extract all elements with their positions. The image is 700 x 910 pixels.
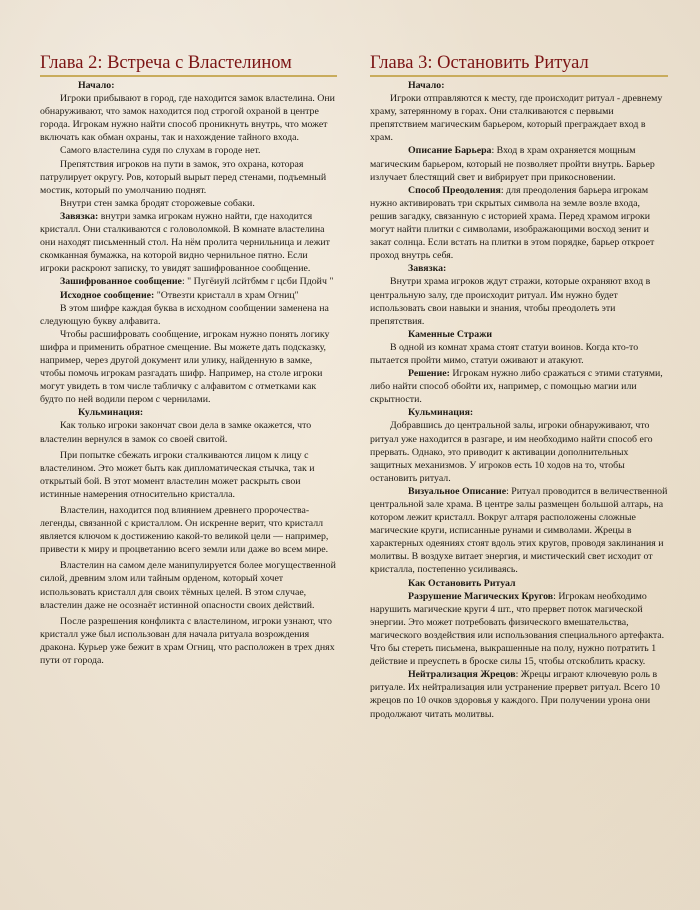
paragraph: В одной из комнат храма стоят статуи воинов. Когда кто-то пытается пройти мимо, статуи оживают и атакуют.	[370, 341, 639, 366]
start-heading: Начало:	[408, 80, 445, 91]
guards-heading: Каменные Стражи	[408, 328, 493, 340]
paragraph: При попытке сбежать игроки сталкиваются лицом к лицу с властелином. Это может быть как дипломатическая стычка, так и открытый бой. В этот момент властелин может раскрыть свои истинные намерения относительно кристалла.	[40, 449, 315, 500]
solution-text: Игрокам нужно либо сражаться с этими статуями, либо найти способ обойти их, например, с помощью магии или скрытности.	[370, 368, 663, 406]
paragraph: Препятствия игроков на пути в замок, это охрана, которая патрулирует округу. Ров, который вырыт перед стенами, подъемный мостик, который по умолчанию поднят.	[40, 158, 327, 196]
right-column	[370, 52, 668, 721]
barrier-paragraph	[370, 144, 668, 183]
stop-ritual-heading: Как Остановить Ритуал	[408, 577, 516, 589]
climax-heading: Кульминация:	[408, 407, 474, 419]
paragraph: Добравшись до центральной залы, игроки обнаруживают, что ритуал уже находится в разгаре, и им необходимо найти способ его прервать. Однако, это приводит к активации дополнительных защитных механизмов. У игроков есть 10 ходов на то, чтобы остановить ритуал.	[370, 420, 653, 484]
paragraph: Игроки прибывают в город, где находится замок властелина. Они обнаруживают, что замок находится под строгой охраной в центре города. Игрокам нужно найти способ проникнуть внутрь, что может включать как обман охраны, так и нахождение тайного входа.	[40, 93, 335, 144]
method-label: Способ Преодоления	[408, 184, 501, 196]
tie-heading: Завязка:	[408, 263, 447, 275]
priests-text: : Жрецы играют ключевую роль в ритуале. Их нейтрализация или устранение прервет ритуал. Всего 10 жрецов по 10 очков здоровья у каждого. При получении урона они продолжают читать молитвы.	[370, 669, 660, 720]
chapter-2-body	[40, 79, 337, 667]
tie-text: внутри замка игрокам нужно найти, где находится кристалл. Они сталкиваются с головоломкой. В комнате властелина они находят письменный стол. На нём пролита чернильница и лежит скомканная бумажка, на которой видно чернильное пятно. Если игроки раскроют записку, то увидят зашифрованное сообщение.	[40, 210, 330, 275]
cipher-label: Зашифрованное сообщение	[60, 276, 182, 288]
left-column	[40, 52, 337, 667]
original-message-text: "Отвезти кристалл в храм Огниц"	[156, 289, 299, 301]
cipher-paragraph	[40, 275, 337, 288]
visual-text: : Ритуал проводится в величественной центральной зале храма. В центре залы размещен большой алтарь, на котором лежит кристалл. Вокруг алтаря расположены сложные магические круги, исписанные рунами и символами. Жрецы в характерных одеяниях стоят вдоль этих кругов, проводя заклинания и молитвы. В воздухе витает энергия, и мистический свет исходит от кристалла, постепенно усиливаясь.	[370, 485, 668, 576]
priests-label: Нейтрализация Жрецов	[408, 669, 516, 681]
tie-paragraph	[40, 210, 337, 275]
solution-label: Решение:	[408, 368, 450, 380]
method-paragraph	[370, 184, 668, 263]
visual-paragraph	[370, 485, 668, 577]
original-message-paragraph	[40, 289, 337, 302]
paragraph: Внутри храма игроков ждут стражи, которые охраняют вход в центральную залу, где происходит ритуал. Им нужно будет использовать свои навыки и знания, чтобы преодолеть эти препятствия.	[370, 276, 651, 327]
paragraph: Игроки отправляются к месту, где происходит ритуал - древнему храму, затерянному в горах. Они сталкиваются с первыми препятствием магическим барьером, который преграждает вход в храм.	[370, 93, 663, 144]
circles-text: : Игрокам необходимо нарушить магические круги 4 шт., что прервет поток магической энергии. Это может потребовать физического вмешательства, магического воздействия или использования специального артефакта. Что бы стереть письмена, выкрашенные на полу, нужно потратить 1 действие и преуспеть в броске силы 15, чтобы отскоблить краску.	[370, 590, 665, 668]
original-message-label: Исходное сообщение:	[60, 289, 157, 301]
paragraph: Чтобы расшифровать сообщение, игрокам нужно понять логику шифра и применить обратное смещение. Вы можете дать подсказку, например, через другой документ или улику, найденную в замке, чтобы помочь игрокам разгадать шифр. Например, на столе игроки могут увидеть в том числе табличку с алфавитом с отметками как будто по ней водили пером с чернилами.	[40, 328, 330, 406]
paragraph: Самого властелина судя по слухам в городе нет.	[60, 145, 261, 157]
paragraph: В этом шифре каждая буква в исходном сообщении заменена на следующую букву алфавита.	[40, 302, 329, 327]
circles-paragraph	[370, 590, 668, 669]
start-heading: Начало:	[78, 80, 115, 91]
paragraph: Властелин, находится под влиянием древнего пророчества-легенды, связанной с кристаллом. Он искренне верит, что кристалл является ключом к достижению какой-то великой цели — например, привести к миру и процветанию всего земли или даже во всем мире.	[40, 505, 329, 556]
chapter-3-title: Глава 3: Остановить Ритуал	[370, 52, 668, 77]
chapter-3-body	[370, 79, 668, 721]
cipher-text: : " Пугёиуй лсйтбмм г цсби Пдойч "	[181, 276, 334, 288]
circles-label: Разрушение Магических Кругов	[408, 590, 554, 602]
tie-label: Завязка:	[60, 210, 99, 222]
paragraph: Внутри стен замка бродят сторожевые собаки.	[60, 197, 255, 209]
solution-paragraph	[370, 367, 668, 406]
paragraph: Как только игроки закончат свои дела в замке окажется, что властелин вернулся в замок со своей свитой.	[40, 420, 312, 445]
chapter-2-title: Глава 2: Встреча с Властелином	[40, 52, 337, 77]
method-text: : для преодоления барьера игрокам нужно активировать три скрытых символа на земле возле входа, решив загадку, связанную с историей храма. Перед храмом игроки могут найти плитки с символами, изображающими восход зенит и закат солнца. Если встать на плитки в этом порядке, барьер откроет проход внутрь себя.	[370, 184, 655, 262]
climax-heading: Кульминация:	[78, 407, 144, 419]
paragraph: Властелин на самом деле манипулируется более могущественной силой, древним злом или тайным орденом, который хочет использовать кристалл для своих тёмных целей. В этом случае, властелин даже не осознаёт истинной опасности своих действий.	[40, 560, 336, 611]
priests-paragraph	[370, 668, 668, 720]
paragraph: После разрешения конфликта с властелином, игроки узнают, что кристалл уже был использован для начала ритуала возрождения дракона. Курьер уже бежит в храм Огниц, что расположен в трех днях пути от города.	[40, 615, 335, 667]
barrier-text: : Вход в храм охраняется мощным магическим барьером, который не позволяет пройти внутрь. Барьер излучает блестящий свет и вибрирует при прикосновении.	[370, 145, 655, 183]
visual-label: Визуальное Описание	[408, 485, 507, 497]
barrier-label: Описание Барьера	[408, 145, 492, 157]
